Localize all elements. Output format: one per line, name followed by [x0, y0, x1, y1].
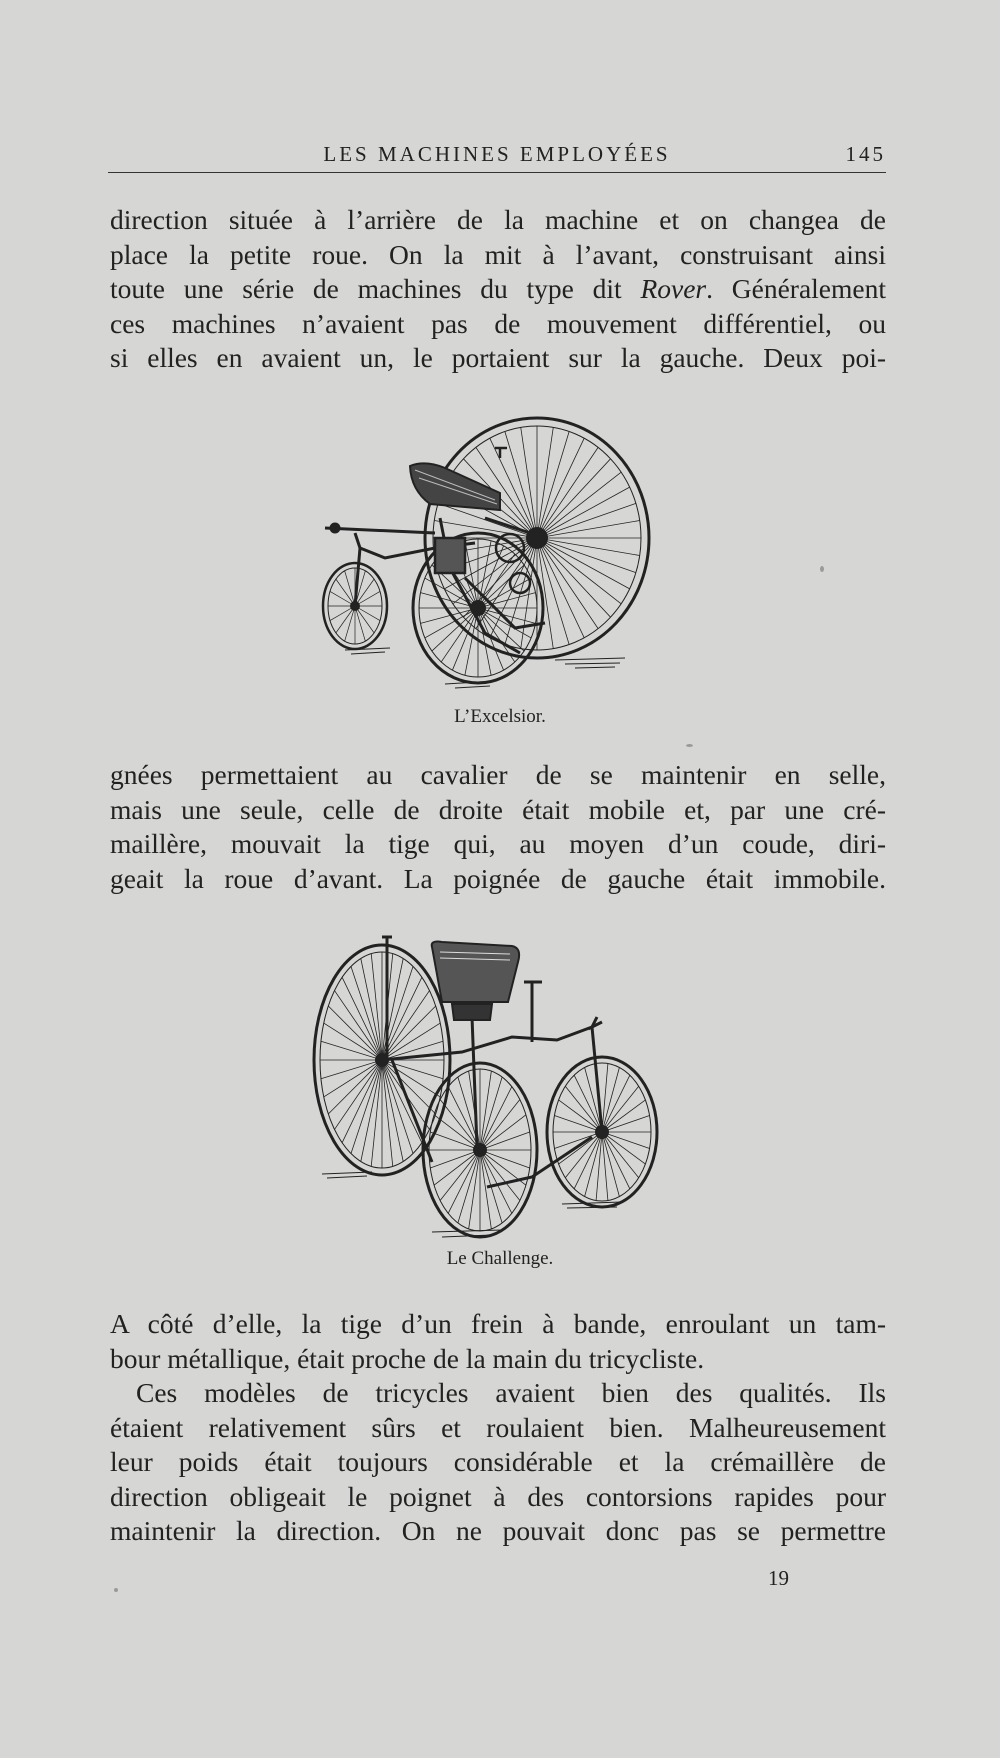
- text-line: bour métallique, était proche de la main du tricycliste.: [110, 1342, 705, 1374]
- text-line: leur poids était toujours considérable et la crémaillère de: [110, 1446, 886, 1477]
- paragraph-2: [110, 758, 886, 896]
- text-line: [110, 272, 886, 307]
- italic-term: Rover: [640, 273, 707, 304]
- text-line: maillère, mouvait la tige qui, au moyen d’un coude, diri-: [110, 828, 886, 859]
- wheel-spoke: [434, 1115, 480, 1150]
- wheel-spoke: [458, 1150, 480, 1223]
- wheel-spoke: [434, 1150, 480, 1185]
- wheel-spoke: [537, 503, 636, 538]
- wheel-spoke: [537, 538, 621, 604]
- running-title: LES MACHINES EMPLOYÉES: [323, 142, 671, 166]
- text-line: si elles en avaient un, le portaient sur la gauche. Deux poi-: [110, 342, 886, 373]
- text-segment: toute une série de machines du type dit: [110, 273, 641, 304]
- wheel-spoke: [537, 472, 621, 538]
- figure-2-caption: Le Challenge.: [446, 1248, 554, 1269]
- ground-shadow: [345, 648, 625, 688]
- text-line: maintenir la direction. On ne pouvait donc pas se permettre: [110, 1515, 886, 1546]
- wheel-spoke: [537, 538, 598, 629]
- challenge-tricycle-illustration: [312, 932, 672, 1244]
- wheel-spoke: [537, 431, 569, 538]
- signature-mark: 19: [768, 1566, 789, 1590]
- running-head: [108, 138, 886, 173]
- text-line: Ces modèles de tricycles avaient bien des qualités. Ils: [136, 1377, 886, 1408]
- text-segment: . Généralement: [706, 273, 887, 304]
- paper-speck: [820, 566, 824, 572]
- text-line: mais une seule, celle de droite était mobile et, par une cré-: [110, 793, 886, 825]
- wheel-spoke: [537, 538, 611, 617]
- text-line: direction obligeait le poignet à des contorsions rapides pour: [110, 1480, 886, 1512]
- paper-speck: [686, 744, 693, 747]
- paragraph-1: [110, 203, 886, 376]
- folio: 145: [845, 142, 886, 166]
- text-line: A côté d’elle, la tige d’un frein à bande, enroulant un tam-: [110, 1308, 886, 1339]
- text-line: place la petite roue. On la mit à l’avant, construisant ainsi: [110, 238, 886, 270]
- wheel-spoke: [480, 1115, 526, 1150]
- wheel-spoke: [505, 538, 537, 645]
- wheel-spoke: [537, 447, 598, 538]
- seat: [410, 463, 500, 510]
- wheel-spoke: [537, 459, 611, 538]
- wheel-spoke: [537, 538, 636, 573]
- text-line: gnées permettaient au cavalier de se maintenir en selle,: [110, 759, 886, 790]
- wheel-spoke: [478, 546, 504, 608]
- text-line: étaient relativement sûrs et roulaient bien. Malheureusement: [110, 1411, 886, 1443]
- wheel-spoke: [480, 1077, 502, 1150]
- text-line: ces machines n’avaient pas de mouvement différentiel, ou: [110, 307, 886, 339]
- excelsior-tricycle-illustration: [315, 408, 695, 698]
- text-line: direction située à l’arrière de la machine et on changea de: [110, 204, 886, 235]
- paragraph-3: [110, 1307, 886, 1376]
- figure-1-caption: L’Excelsior.: [454, 706, 546, 727]
- seat: [432, 942, 519, 1020]
- paper-speck: [114, 1588, 118, 1592]
- text-line: geait la roue d’avant. La poignée de gauche était immobile.: [110, 862, 886, 894]
- wheel-spoke: [505, 431, 537, 538]
- front-left-wheel: [423, 1063, 537, 1237]
- paragraph-4: [110, 1376, 886, 1549]
- middle-wheel: [413, 533, 543, 683]
